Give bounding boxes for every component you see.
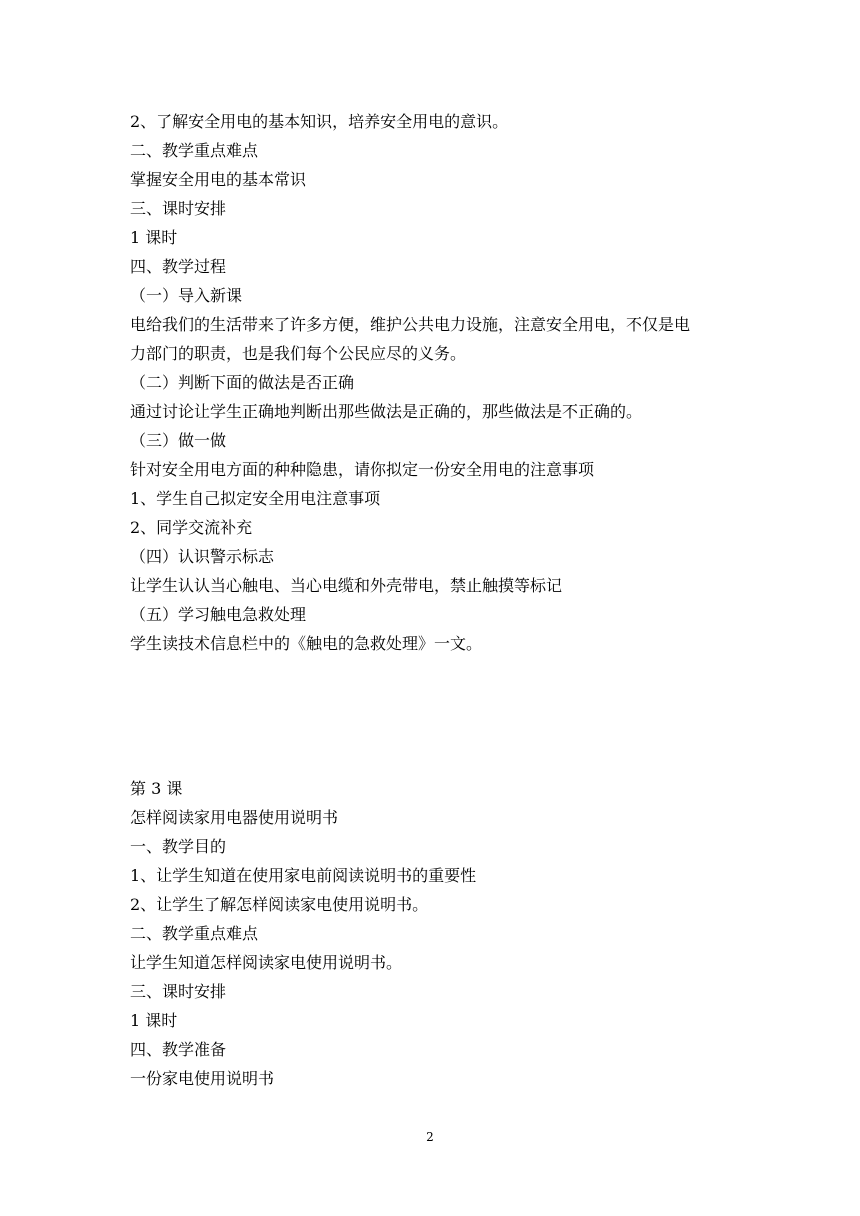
step-2-title: （二）判断下面的做法是否正确 xyxy=(130,373,355,392)
step-3-item-2: 2、同学交流补充 xyxy=(130,518,253,537)
page-number: 2 xyxy=(426,1130,434,1144)
goal-1-text: 1、让学生知道在使用家电前阅读说明书的重要性 xyxy=(130,866,477,885)
schedule-text: 1 课时 xyxy=(130,228,178,247)
key-points-text: 让学生知道怎样阅读家电使用说明书。 xyxy=(130,953,403,972)
step-4-text: 让学生认认当心触电、当心电缆和外壳带电，禁止触摸等标记 xyxy=(130,576,563,595)
process-heading: 四、教学过程 xyxy=(130,257,227,276)
preparation-text: 一份家电使用说明书 xyxy=(130,1069,275,1088)
goal-2-text: 2、了解安全用电的基本知识，培养安全用电的意识。 xyxy=(130,112,509,131)
step-1-text-line-1: 电给我们的生活带来了许多方便，维护公共电力设施，注意安全用电，不仅是电 xyxy=(130,315,691,334)
lesson-number: 第 3 课 xyxy=(130,779,183,798)
key-points-heading: 二、教学重点难点 xyxy=(130,924,259,943)
key-points-text: 掌握安全用电的基本常识 xyxy=(130,170,307,189)
schedule-text: 1 课时 xyxy=(130,1011,178,1030)
step-3-text: 针对安全用电方面的种种隐患，请你拟定一份安全用电的注意事项 xyxy=(130,460,595,479)
preparation-heading: 四、教学准备 xyxy=(130,1040,227,1059)
step-1-title: （一）导入新课 xyxy=(130,286,243,305)
step-3-item-1: 1、学生自己拟定安全用电注意事项 xyxy=(130,489,381,508)
step-5-title: （五）学习触电急救处理 xyxy=(130,605,307,624)
step-4-title: （四）认识警示标志 xyxy=(130,547,275,566)
key-points-heading: 二、教学重点难点 xyxy=(130,141,259,160)
step-5-text: 学生读技术信息栏中的《触电的急救处理》一文。 xyxy=(130,634,483,653)
schedule-heading: 三、课时安排 xyxy=(130,199,227,218)
schedule-heading: 三、课时安排 xyxy=(130,982,227,1001)
step-3-title: （三）做一做 xyxy=(130,431,227,450)
goal-heading: 一、教学目的 xyxy=(130,837,227,856)
lesson-title: 怎样阅读家用电器使用说明书 xyxy=(130,808,339,827)
step-2-text: 通过讨论让学生正确地判断出那些做法是正确的，那些做法是不正确的。 xyxy=(130,402,643,421)
goal-2-text: 2、让学生了解怎样阅读家电使用说明书。 xyxy=(130,895,429,914)
step-1-text-line-2: 力部门的职责，也是我们每个公民应尽的义务。 xyxy=(130,344,467,363)
